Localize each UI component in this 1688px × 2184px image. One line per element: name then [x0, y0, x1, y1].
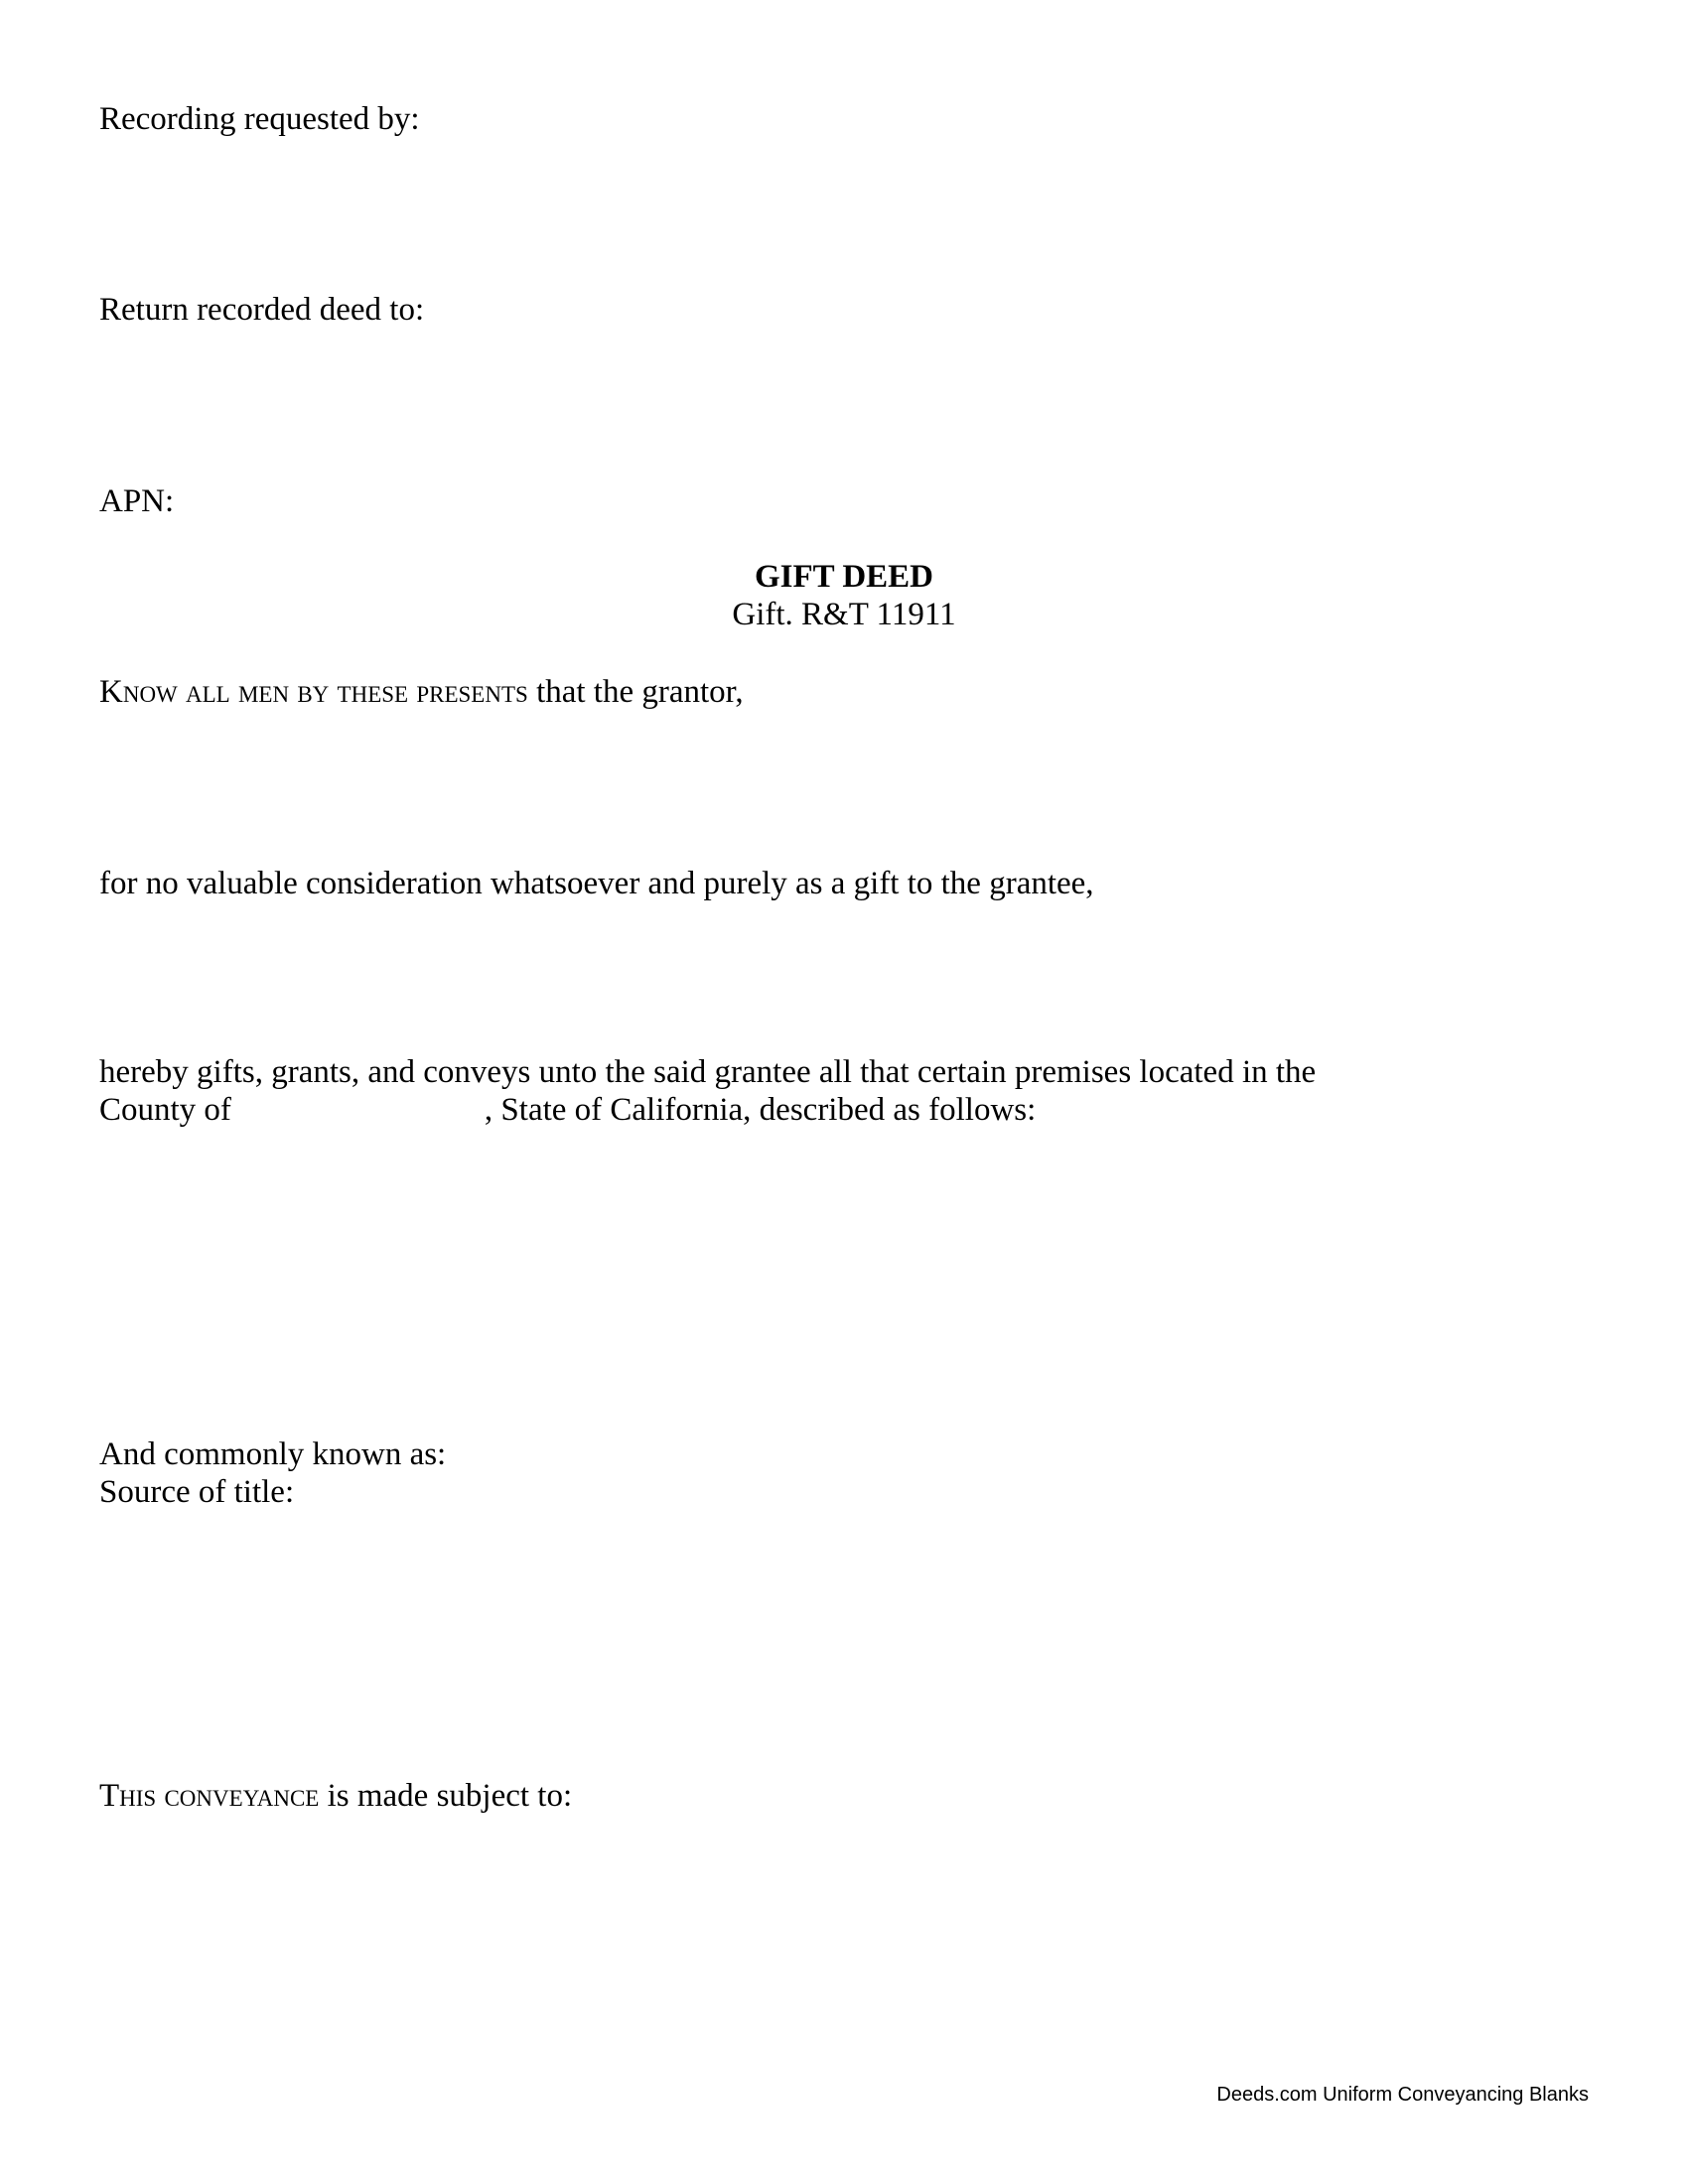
conveyance-rest: is made subject to:	[319, 1778, 573, 1814]
conveyance-clause	[99, 1776, 572, 1816]
return-recorded-deed-label: Return recorded deed to:	[99, 292, 425, 328]
county-clause	[99, 1090, 1036, 1130]
conveys-clause-line-1: hereby gifts, grants, and conveys unto the said grantee all that certain premises located in the	[99, 1054, 1317, 1090]
apn-label: APN:	[99, 483, 175, 519]
know-all-men-clause	[99, 672, 744, 712]
conveyance-lead: This conveyance	[99, 1778, 320, 1814]
footer-credit: Deeds.com Uniform Conveyancing Blanks	[1216, 2084, 1589, 2106]
state-clause: , State of California, described as follows:	[484, 1092, 1037, 1128]
document-subtitle: Gift. R&T 11911	[732, 597, 956, 632]
recording-requested-by-label: Recording requested by:	[99, 101, 420, 137]
know-all-men-rest: that the grantor,	[527, 674, 744, 710]
commonly-known-label: And commonly known as:	[99, 1436, 447, 1472]
consideration-clause: for no valuable consideration whatsoever and purely as a gift to the grantee,	[99, 866, 1094, 901]
know-all-men-lead: Know all men by these presents	[99, 674, 528, 710]
source-of-title-label: Source of title:	[99, 1474, 295, 1510]
document-title: GIFT DEED	[754, 559, 934, 595]
county-of-label: County of	[99, 1092, 231, 1128]
